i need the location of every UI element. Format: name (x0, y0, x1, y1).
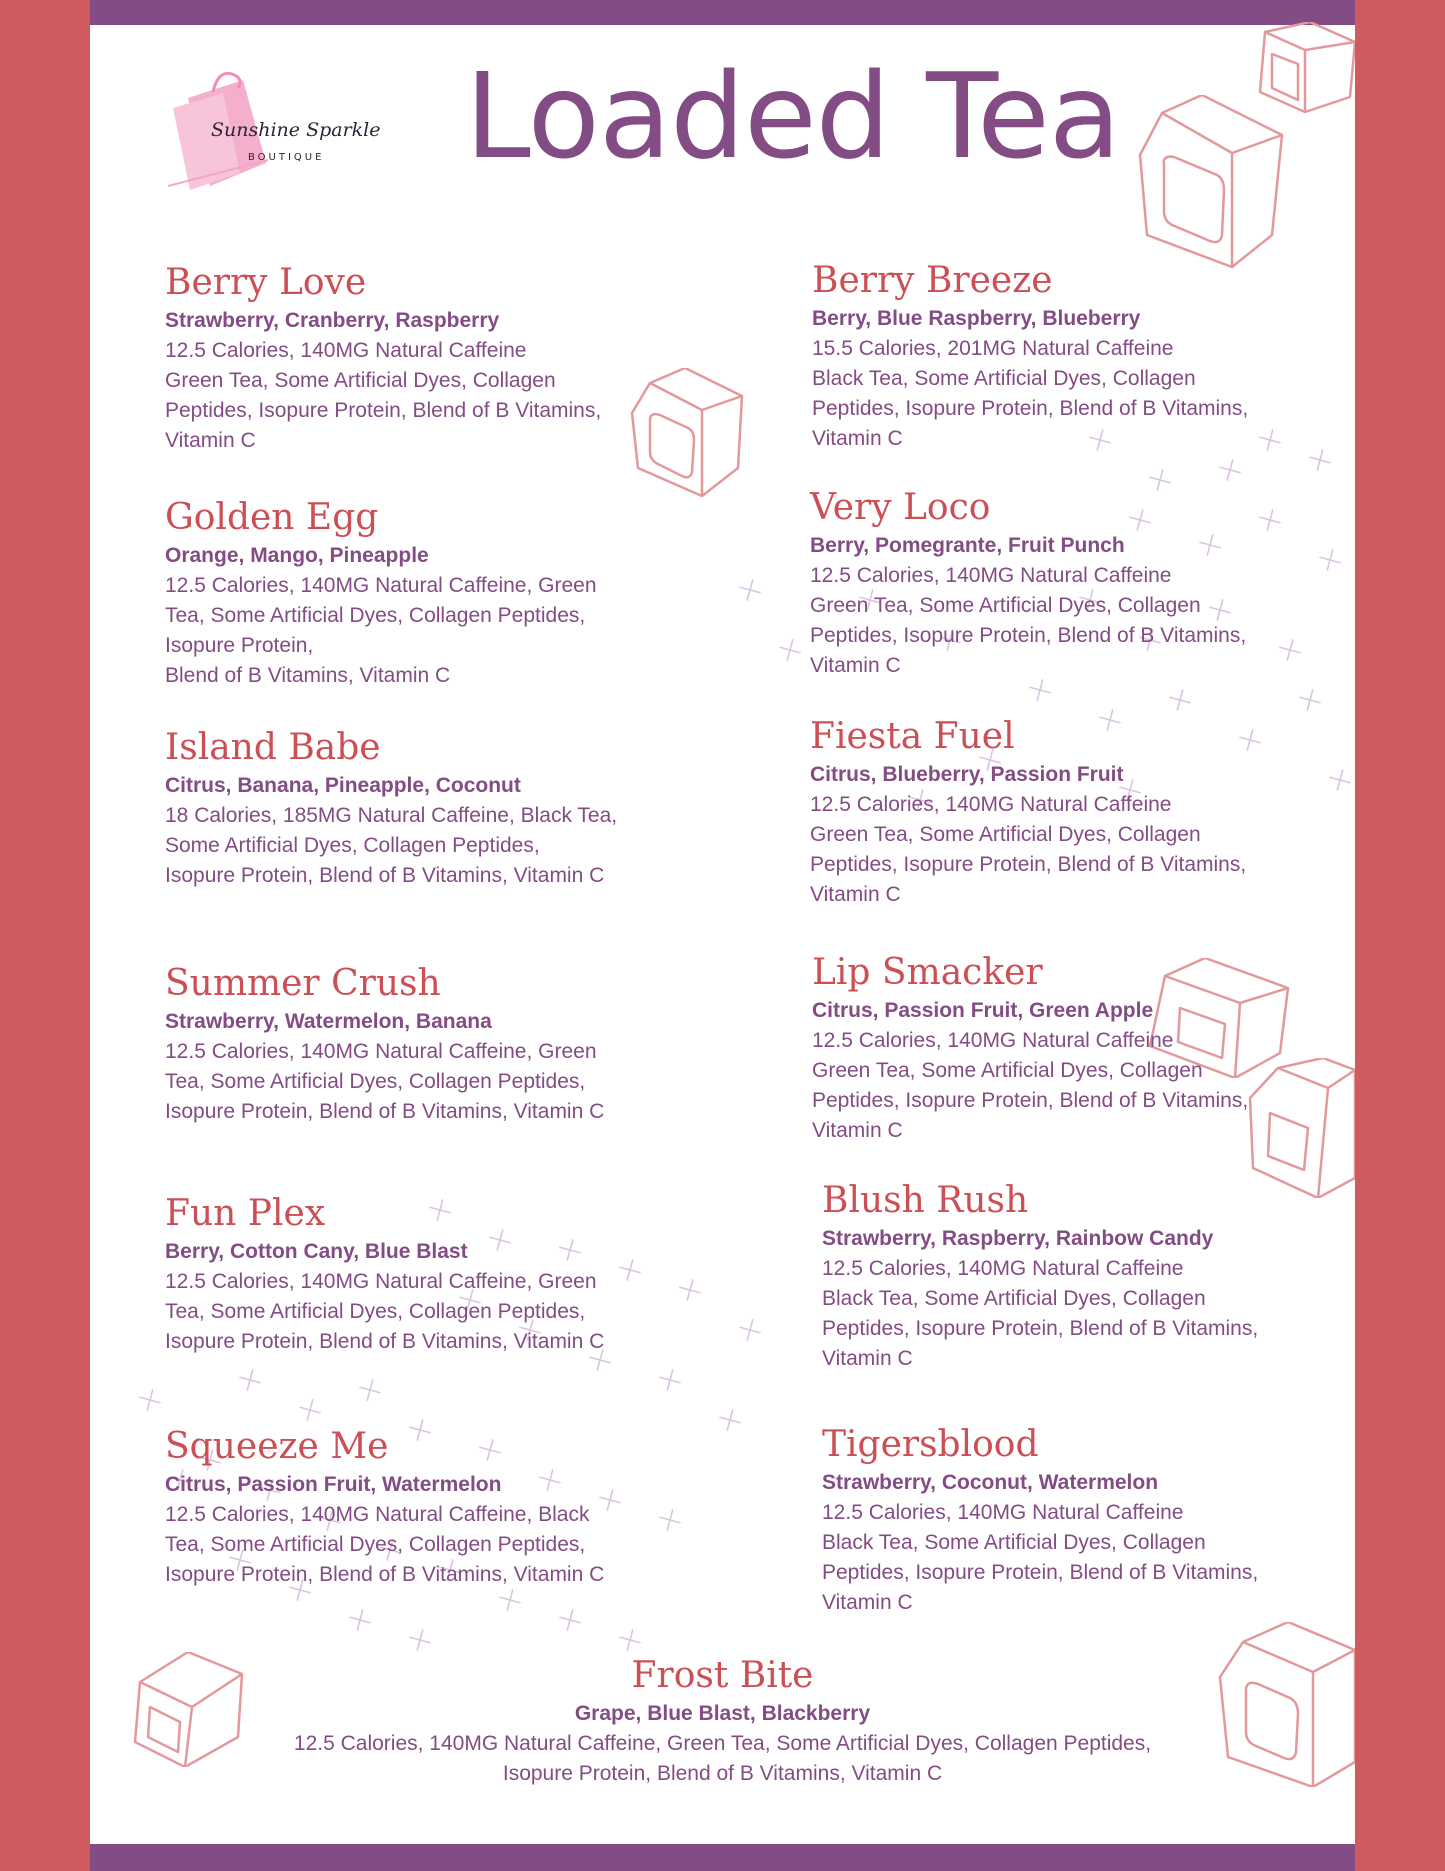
item-name: Berry Breeze (812, 260, 1053, 301)
menu-item-fun-plex (165, 1193, 685, 1357)
detail-line: 15.5 Calories, 201MG Natural Caffeine (812, 337, 1174, 360)
menu-item-squeeze-me (165, 1426, 685, 1590)
brand-logo (168, 68, 388, 193)
item-details (822, 1254, 1355, 1374)
menu-item-golden-egg (165, 497, 685, 691)
menu-page (90, 0, 1355, 1871)
item-flavors: Strawberry, Cranberry, Raspberry (165, 309, 500, 332)
sparkle-icon (777, 637, 804, 664)
item-flavors: Berry, Cotton Cany, Blue Blast (165, 1240, 468, 1263)
detail-line: Tea, Some Artificial Dyes, Collagen Peptides, (165, 1070, 586, 1093)
sparkle-icon (357, 1377, 384, 1404)
item-flavors: Grape, Blue Blast, Blackberry (574, 1702, 871, 1725)
detail-line: Vitamin C (810, 654, 901, 677)
item-details (90, 1729, 1355, 1789)
brand-subtitle: BOUTIQUE (248, 152, 325, 163)
sparkle-icon (1297, 687, 1324, 714)
detail-line: Peptides, Isopure Protein, Blend of B Vitamins, (165, 399, 602, 422)
detail-line: Tea, Some Artificial Dyes, Collagen Peptides, (165, 1300, 586, 1323)
item-flavors: Citrus, Passion Fruit, Watermelon (165, 1473, 502, 1496)
bottom-bar (90, 1844, 1355, 1871)
item-flavors: Strawberry, Watermelon, Banana (165, 1010, 492, 1033)
ice-cube-icon (1132, 95, 1292, 270)
detail-line: 12.5 Calories, 140MG Natural Caffeine (822, 1501, 1184, 1524)
detail-line: Green Tea, Some Artificial Dyes, Collagen (812, 1059, 1203, 1082)
detail-line: Vitamin C (812, 1119, 903, 1142)
detail-line: Green Tea, Some Artificial Dyes, Collagen (810, 594, 1201, 617)
detail-line: Isopure Protein, Blend of B Vitamins, Vitamin C (502, 1762, 943, 1785)
sparkle-icon (737, 1317, 764, 1344)
detail-line: 12.5 Calories, 140MG Natural Caffeine (810, 793, 1172, 816)
menu-item-very-loco (810, 487, 1350, 681)
detail-line: Vitamin C (822, 1591, 913, 1614)
detail-line: 12.5 Calories, 140MG Natural Caffeine (165, 339, 527, 362)
sparkle-icon (347, 1607, 374, 1634)
item-flavors: Berry, Pomegrante, Fruit Punch (810, 534, 1125, 557)
detail-line: Isopure Protein, Blend of B Vitamins, Vitamin C (165, 1100, 605, 1123)
item-flavors: Citrus, Banana, Pineapple, Coconut (165, 774, 521, 797)
detail-line: 12.5 Calories, 140MG Natural Caffeine, Green (165, 574, 597, 597)
item-name: Lip Smacker (812, 952, 1043, 993)
item-details (822, 1498, 1355, 1618)
detail-line: Vitamin C (810, 883, 901, 906)
item-name: Summer Crush (165, 963, 441, 1004)
detail-line: Isopure Protein, Blend of B Vitamins, Vitamin C (165, 864, 605, 887)
item-details (812, 1026, 1352, 1146)
detail-line: 12.5 Calories, 140MG Natural Caffeine, Black (165, 1503, 590, 1526)
item-flavors: Citrus, Passion Fruit, Green Apple (812, 999, 1154, 1022)
item-name: Berry Love (165, 262, 367, 303)
sparkle-icon (297, 1397, 324, 1424)
item-details (165, 571, 685, 691)
item-name: Island Babe (165, 727, 381, 768)
sparkle-icon (237, 1367, 264, 1394)
detail-line: Isopure Protein, Blend of B Vitamins, Vitamin C (165, 1330, 605, 1353)
sparkle-icon (717, 1407, 744, 1434)
detail-line: Peptides, Isopure Protein, Blend of B Vitamins, (812, 1089, 1249, 1112)
detail-line: 18 Calories, 185MG Natural Caffeine, Black Tea, (165, 804, 618, 827)
detail-line: Black Tea, Some Artificial Dyes, Collagen (812, 367, 1196, 390)
item-details (812, 334, 1352, 454)
item-details (165, 801, 685, 891)
detail-line: Vitamin C (812, 427, 903, 450)
sparkle-icon (407, 1627, 434, 1654)
detail-line: Green Tea, Some Artificial Dyes, Collagen (810, 823, 1201, 846)
item-details (165, 1500, 685, 1590)
item-name: Very Loco (810, 487, 991, 528)
menu-item-berry-love (165, 262, 685, 456)
item-details (810, 790, 1350, 910)
item-name: Fiesta Fuel (810, 716, 1015, 757)
sparkle-icon (1167, 687, 1194, 714)
item-name: Golden Egg (165, 497, 379, 538)
detail-line: 12.5 Calories, 140MG Natural Caffeine, Green (165, 1040, 597, 1063)
detail-line: Isopure Protein, Blend of B Vitamins, Vitamin C (165, 1563, 605, 1586)
item-details (810, 561, 1350, 681)
sparkle-icon (497, 1587, 524, 1614)
item-flavors: Berry, Blue Raspberry, Blueberry (812, 307, 1141, 330)
brand-name: Sunshine Sparkle (211, 119, 381, 141)
detail-line: Vitamin C (165, 429, 256, 452)
sparkle-icon (137, 1387, 164, 1414)
detail-line: Some Artificial Dyes, Collagen Peptides, (165, 834, 540, 857)
detail-line: 12.5 Calories, 140MG Natural Caffeine (822, 1257, 1184, 1280)
item-details (165, 1037, 685, 1127)
sparkle-icon (1217, 457, 1244, 484)
detail-line: Black Tea, Some Artificial Dyes, Collagen (822, 1531, 1206, 1554)
item-name: Fun Plex (165, 1193, 326, 1234)
item-flavors: Orange, Mango, Pineapple (165, 544, 429, 567)
menu-item-lip-smacker (812, 952, 1352, 1146)
menu-item-summer-crush (165, 963, 685, 1127)
item-name: Blush Rush (822, 1180, 1029, 1221)
page-title: Loaded Tea (465, 47, 1121, 185)
menu-item-blush-rush (822, 1180, 1355, 1374)
detail-line: Peptides, Isopure Protein, Blend of B Vitamins, (812, 397, 1249, 420)
item-name: Squeeze Me (165, 1426, 389, 1467)
detail-line: Peptides, Isopure Protein, Blend of B Vitamins, (810, 624, 1247, 647)
item-flavors: Strawberry, Raspberry, Rainbow Candy (822, 1227, 1214, 1250)
detail-line: Vitamin C (822, 1347, 913, 1370)
sparkle-icon (617, 1627, 644, 1654)
detail-line: Blend of B Vitamins, Vitamin C (165, 664, 451, 687)
detail-line: 12.5 Calories, 140MG Natural Caffeine, Green Tea, Some Artificial Dyes, Collagen Peptides, (293, 1732, 1152, 1755)
detail-line: Green Tea, Some Artificial Dyes, Collagen (165, 369, 556, 392)
item-flavors: Strawberry, Coconut, Watermelon (822, 1471, 1159, 1494)
detail-line: Peptides, Isopure Protein, Blend of B Vitamins, (822, 1317, 1259, 1340)
sparkle-icon (657, 1367, 684, 1394)
detail-line: 12.5 Calories, 140MG Natural Caffeine, Green (165, 1270, 597, 1293)
sparkle-icon (737, 577, 764, 604)
sparkle-icon (557, 1607, 584, 1634)
menu-item-fiesta-fuel (810, 716, 1350, 910)
item-details (165, 1267, 685, 1357)
detail-line: Tea, Some Artificial Dyes, Collagen Peptides, (165, 604, 586, 627)
item-name: Tigersblood (822, 1424, 1039, 1465)
item-flavors: Citrus, Blueberry, Passion Fruit (810, 763, 1124, 786)
detail-line: Tea, Some Artificial Dyes, Collagen Peptides, (165, 1533, 586, 1556)
item-name: Frost Bite (631, 1655, 814, 1696)
item-details (165, 336, 685, 456)
detail-line: Isopure Protein, (165, 634, 314, 657)
detail-line: 12.5 Calories, 140MG Natural Caffeine (810, 564, 1172, 587)
detail-line: Peptides, Isopure Protein, Blend of B Vitamins, (810, 853, 1247, 876)
menu-item-berry-breeze (812, 260, 1352, 454)
menu-item-frost-bite (90, 1655, 1355, 1789)
menu-item-island-babe (165, 727, 685, 891)
detail-line: 12.5 Calories, 140MG Natural Caffeine (812, 1029, 1174, 1052)
menu-item-tigersblood (822, 1424, 1355, 1618)
detail-line: Peptides, Isopure Protein, Blend of B Vitamins, (822, 1561, 1259, 1584)
detail-line: Black Tea, Some Artificial Dyes, Collagen (822, 1287, 1206, 1310)
